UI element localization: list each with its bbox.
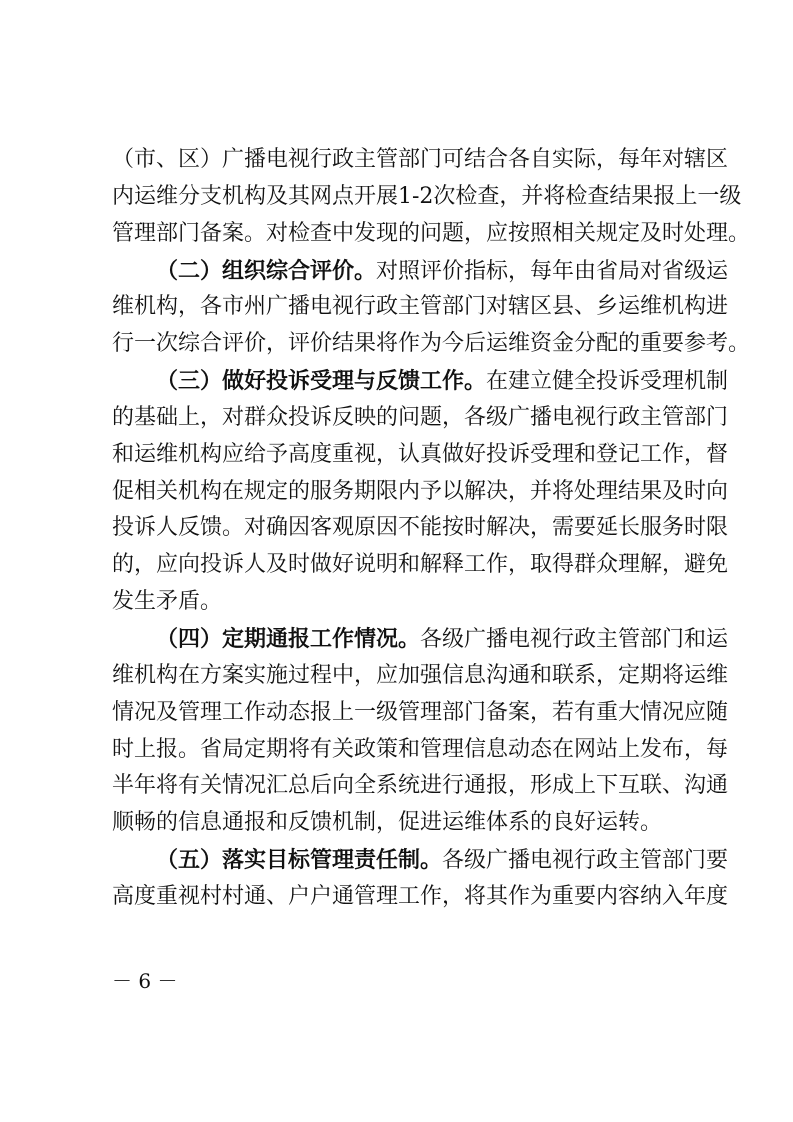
text-line (112, 768, 729, 805)
text-line (112, 253, 729, 290)
text-line (112, 621, 729, 658)
text-line (112, 547, 729, 584)
text-line (112, 216, 751, 253)
line-text: 发生矛盾。 (112, 589, 223, 615)
text-line (112, 474, 729, 511)
line-text: 各级广播电视行政主管部门要 (442, 848, 729, 874)
text-line (112, 142, 729, 179)
text-line (112, 842, 729, 879)
section-heading: （五）落实目标管理责任制。 (156, 847, 443, 874)
text-line (112, 732, 729, 769)
line-text: 内运维分支机构及其网点开展1-2次检查，并将检查结果报上一级 (112, 183, 742, 209)
line-text: 促相关机构在规定的服务期限内予以解决，并将处理结果及时向 (112, 478, 729, 504)
section-heading: （四）定期通报工作情况。 (156, 625, 421, 652)
line-text: 维机构在方案实施过程中，应加强信息沟通和联系，定期将运维 (112, 662, 729, 688)
line-text: 投诉人反馈。对确因客观原因不能按时解决，需要延长服务时限 (112, 515, 729, 541)
line-text: 对照评价指标，每年由省局对省级运 (376, 258, 729, 284)
text-line (112, 179, 742, 216)
line-text: 半年将有关情况汇总后向全系统进行通报，形成上下互联、沟通 (112, 773, 729, 799)
document-body (112, 142, 751, 916)
text-line (112, 326, 751, 363)
text-line (112, 695, 729, 732)
line-text: 和运维机构应给予高度重视，认真做好投诉受理和登记工作，督 (112, 441, 729, 467)
text-line (112, 289, 729, 326)
text-line (112, 437, 729, 474)
text-line (112, 879, 729, 916)
text-line (112, 805, 692, 842)
section-heading: （二）组织综合评价。 (156, 257, 377, 284)
line-text: 行一次综合评价，评价结果将作为今后运维资金分配的重要参考。 (112, 331, 751, 357)
text-line (112, 400, 729, 437)
text-line (112, 584, 692, 621)
section-heading: （三）做好投诉受理与反馈工作。 (156, 368, 487, 395)
line-text: 时上报。省局定期将有关政策和管理信息动态在网站上发布，每 (112, 736, 729, 762)
line-text: 各级广播电视行政主管部门和运 (420, 626, 729, 652)
line-text: 维机构，各市州广播电视行政主管部门对辖区县、乡运维机构进 (112, 294, 729, 320)
line-text: 的，应向投诉人及时做好说明和解释工作，取得群众理解，避免 (112, 552, 729, 578)
text-line (112, 658, 729, 695)
text-line (112, 510, 729, 547)
line-text: 管理部门备案。对检查中发现的问题，应按照相关规定及时处理。 (112, 220, 751, 246)
line-text: （市、区）广播电视行政主管部门可结合各自实际，每年对辖区 (112, 147, 729, 172)
line-text: 在建立健全投诉受理机制 (486, 369, 729, 395)
line-text: 情况及管理工作动态报上一级管理部门备案，若有重大情况应随 (112, 699, 729, 725)
line-text: 顺畅的信息通报和反馈机制，促进运维体系的良好运转。 (112, 810, 663, 836)
line-text: 高度重视村村通、户户通管理工作，将其作为重要内容纳入年度 (112, 883, 729, 909)
text-line (112, 363, 729, 400)
page-number: － 6 － (112, 969, 178, 993)
line-text: 的基础上，对群众投诉反映的问题，各级广播电视行政主管部门 (112, 404, 729, 430)
